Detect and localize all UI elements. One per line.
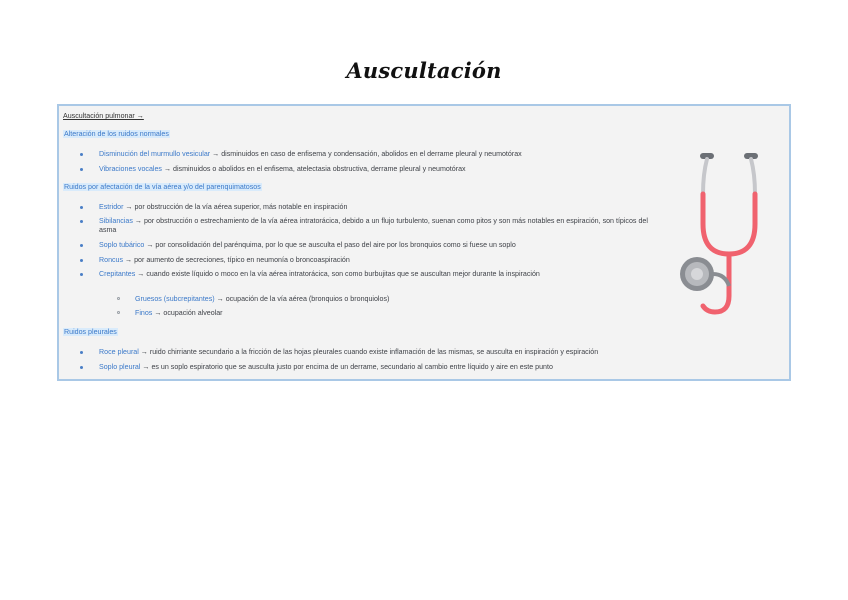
bullet-icon: [80, 259, 83, 262]
term: Disminución del murmullo vesicular: [99, 150, 211, 158]
sub-list-item: [117, 309, 223, 318]
stethoscope-icon: [673, 146, 783, 326]
bullet-icon: [80, 220, 83, 223]
description: → por consolidación del parénquima, por lo que se ausculta el paso del aire por los bronquios como si fuese un soplo: [144, 241, 516, 249]
main-heading: Auscultación pulmonar →: [63, 112, 144, 120]
bullet-icon: [80, 244, 83, 247]
term: Estridor: [99, 203, 124, 211]
sub-list-item: [117, 295, 389, 304]
description: → por obstrucción o estrechamiento de la vía aérea intratorácica, debido a un flujo turbulento, suenan como pitos y son más notables en espiración, son típicos del asma: [99, 217, 648, 234]
term: Sibilancias: [99, 217, 133, 225]
term: Finos: [135, 309, 153, 317]
description: → por obstrucción de la vía aérea superior, más notable en inspiración: [123, 203, 348, 211]
bullet-icon: [80, 366, 83, 369]
term: Gruesos (subcrepitantes): [135, 295, 215, 303]
circle-bullet-icon: [117, 297, 120, 300]
bullet-icon: [80, 168, 83, 171]
list-item: [80, 241, 680, 250]
section-heading-normal-sounds: Alteración de los ruidos normales: [64, 130, 169, 138]
list-item: [80, 363, 790, 372]
description: → ocupación alveolar: [152, 309, 223, 317]
term: Crepitantes: [99, 270, 136, 278]
list-item: [80, 348, 790, 357]
term: Soplo pleural: [99, 363, 141, 371]
page-title: Auscultación: [346, 58, 502, 83]
description: → ocupación de la vía aérea (bronquios o bronquiolos): [214, 295, 390, 303]
list-item: [80, 150, 680, 159]
description: → disminuidos o abolidos en el enfisema, atelectasia obstructiva, derrame pleural y neumotórax: [161, 165, 466, 173]
term: Soplo tubárico: [99, 241, 145, 249]
term: Vibraciones vocales: [99, 165, 162, 173]
description: → cuando existe líquido o moco en la vía aérea intratorácica, son como burbujitas que se auscultan mejor durante la inspiración: [135, 270, 540, 278]
list-item: [80, 165, 680, 174]
bullet-icon: [80, 351, 83, 354]
circle-bullet-icon: [117, 311, 120, 314]
list-item: [80, 256, 680, 265]
bullet-icon: [80, 153, 83, 156]
list-item: [80, 217, 670, 234]
auscultation-box: [57, 104, 791, 381]
description: → ruido chirriante secundario a la fricción de las hojas pleurales cuando existe inflamación de las mismas, se ausculta en inspiración y espiración: [138, 348, 599, 356]
description: → disminuidos en caso de enfisema y condensación, abolidos en el derrame pleural y neumotórax: [210, 150, 522, 158]
bullet-icon: [80, 273, 83, 276]
description: → por aumento de secreciones, típico en neumonía o broncoaspiración: [123, 256, 350, 264]
term: Roce pleural: [99, 348, 139, 356]
term: Roncus: [99, 256, 124, 264]
list-item: [80, 203, 680, 212]
section-heading-airway-sounds: Ruidos por afectación de la vía aérea y/o del parenquimatosos: [64, 183, 261, 191]
section-heading-pleural-sounds: Ruidos pleurales: [64, 328, 117, 336]
list-item: [80, 270, 670, 279]
bullet-icon: [80, 206, 83, 209]
description: → es un soplo espiratorio que se ausculta justo por encima de un derrame, secundario al cambio entre líquido y aire en este punto: [140, 363, 553, 371]
